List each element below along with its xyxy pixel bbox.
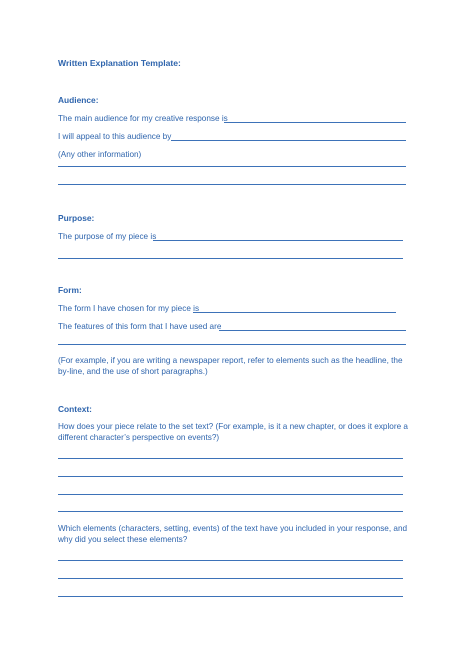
audience-appeal-text: I will appeal to this audience by bbox=[58, 132, 172, 141]
context-heading: Context: bbox=[58, 404, 92, 414]
context-q2-answer-line-1[interactable] bbox=[58, 560, 403, 561]
form-chosen-answer-line[interactable] bbox=[193, 312, 396, 313]
audience-appeal-answer-line[interactable] bbox=[171, 140, 406, 141]
context-q2-answer-line-3[interactable] bbox=[58, 596, 403, 597]
document-title: Written Explanation Template: bbox=[58, 58, 181, 68]
form-features-text: The features of this form that I have used are bbox=[58, 322, 222, 331]
context-q1-answer-line-3[interactable] bbox=[58, 494, 403, 495]
purpose-heading: Purpose: bbox=[58, 213, 95, 223]
form-example-text: (For example, if you are writing a newspaper report, refer to elements such as the headline, the by-line, and the use of short paragraphs.) bbox=[58, 356, 403, 376]
context-question-1: How does your piece relate to the set text? (For example, is it a new chapter, or does it explore a different character’s perspective on events?) bbox=[58, 422, 408, 442]
audience-main-answer-line[interactable] bbox=[224, 122, 406, 123]
purpose-answer-line-2[interactable] bbox=[58, 258, 403, 259]
context-q1-answer-line-2[interactable] bbox=[58, 476, 403, 477]
purpose-answer-line-1[interactable] bbox=[153, 240, 403, 241]
audience-heading: Audience: bbox=[58, 95, 99, 105]
form-heading: Form: bbox=[58, 285, 82, 295]
form-chosen-text: The form I have chosen for my piece is bbox=[58, 304, 200, 313]
audience-other-answer-line-2[interactable] bbox=[58, 184, 406, 185]
audience-other-text: (Any other information) bbox=[58, 150, 142, 159]
audience-other-answer-line-1[interactable] bbox=[58, 166, 406, 167]
context-q1-answer-line-1[interactable] bbox=[58, 458, 403, 459]
form-features-answer-line[interactable] bbox=[219, 330, 406, 331]
purpose-text: The purpose of my piece is bbox=[58, 232, 157, 241]
form-features-answer-line-2[interactable] bbox=[58, 344, 406, 345]
audience-main-text: The main audience for my creative response is bbox=[58, 114, 228, 123]
context-q2-answer-line-2[interactable] bbox=[58, 578, 403, 579]
context-q1-answer-line-4[interactable] bbox=[58, 511, 403, 512]
context-question-2: Which elements (characters, setting, events) of the text have you included in your response, and why did you select these elements? bbox=[58, 524, 408, 544]
